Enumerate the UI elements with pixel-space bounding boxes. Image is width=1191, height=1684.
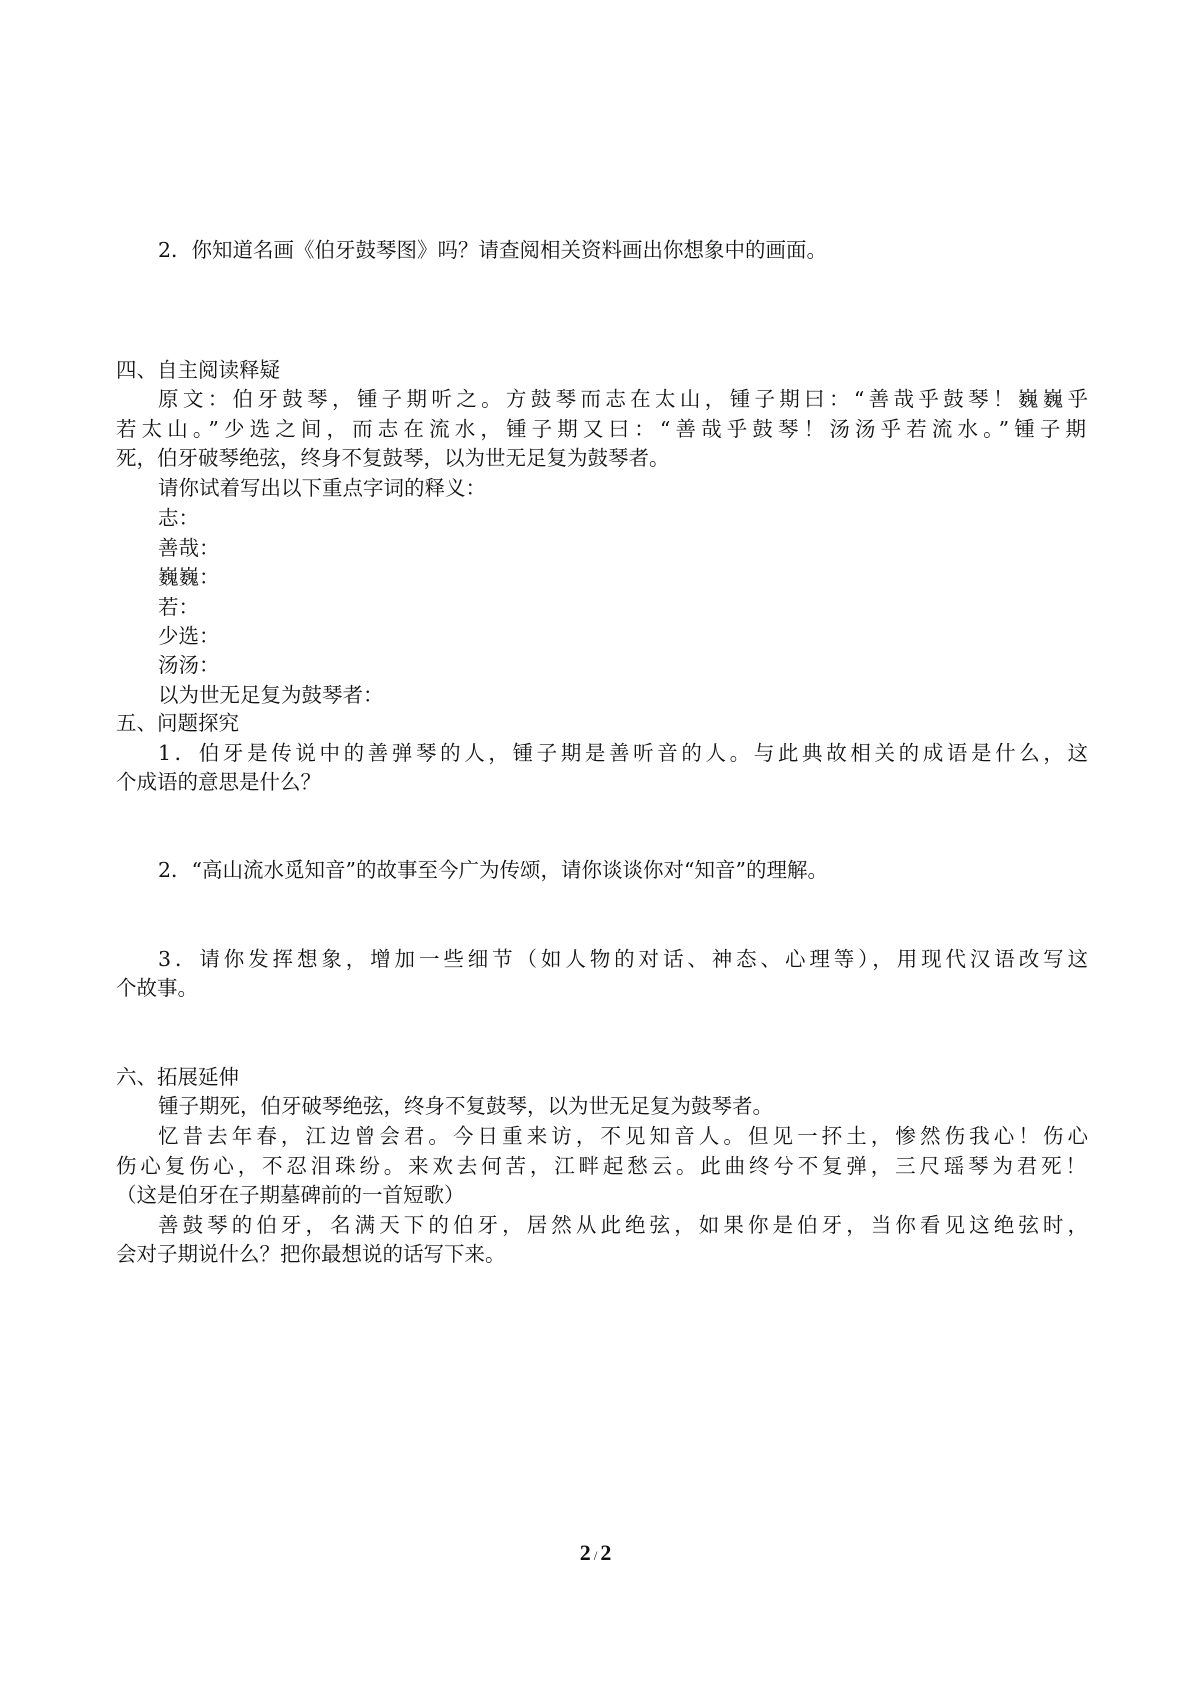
section6-paragraph-3-line-1: 善鼓琴的伯牙，名满天下的伯牙，居然从此绝弦，如果你是伯牙，当你看见这绝弦时， [158, 1213, 1088, 1237]
section4-original-line-1: 原文：伯牙鼓琴，锺子期听之。方鼓琴而志在太山，锺子期曰：“善哉乎鼓琴！巍巍乎 [158, 387, 1088, 411]
current-page-number: 2 [579, 1540, 591, 1565]
section6-paragraph-1: 锺子期死，伯牙破琴绝弦，终身不复鼓琴，以为世无足复为鼓琴者。 [158, 1094, 773, 1118]
section4-term-7: 以为世无足复为鼓琴者： [158, 683, 384, 707]
page-number [0, 1540, 1191, 1566]
page-number-separator: / [593, 1548, 598, 1563]
section5-question-3-line-2: 个故事。 [116, 976, 198, 1000]
section3-question-2: 2．你知道名画《伯牙鼓琴图》吗？请查阅相关资料画出你想象中的画面。 [158, 238, 828, 262]
section4-instruction: 请你试着写出以下重点字词的释义： [158, 476, 486, 500]
section6-poem-line-2: 伤心复伤心，不忍泪珠纷。来欢去何苦，江畔起愁云。此曲终兮不复弹，三尺瑶琴为君死！ [116, 1154, 1086, 1178]
section4-term-5: 少选： [158, 624, 220, 648]
section4-term-4: 若： [158, 595, 199, 619]
section5-question-1-line-2: 个成语的意思是什么？ [116, 770, 321, 794]
section6-poem-line-1: 忆昔去年春，江边曾会君。今日重来访，不见知音人。但见一抔土，惨然伤我心！伤心 [158, 1124, 1088, 1148]
section4-original-line-3: 死，伯牙破琴绝弦，终身不复鼓琴，以为世无足复为鼓琴者。 [116, 446, 670, 470]
section6-paragraph-3-line-2: 会对子期说什么？把你最想说的话写下来。 [116, 1242, 506, 1266]
section4-heading: 四、自主阅读释疑 [116, 358, 280, 382]
section4-original-line-2: 若太山。”少选之间，而志在流水，锺子期又曰：“善哉乎鼓琴！汤汤乎若流水。”锺子期 [116, 417, 1086, 441]
section5-question-1-line-1: 1．伯牙是传说中的善弹琴的人，锺子期是善听音的人。与此典故相关的成语是什么，这 [158, 741, 1088, 765]
total-pages-number: 2 [600, 1540, 612, 1565]
section6-heading: 六、拓展延伸 [116, 1065, 239, 1089]
section6-poem-note: （这是伯牙在子期墓碑前的一首短歌） [116, 1183, 465, 1207]
section4-term-2: 善哉： [158, 536, 220, 560]
section4-term-3: 巍巍： [158, 565, 220, 589]
section4-term-6: 汤汤： [158, 653, 220, 677]
section4-term-1: 志： [158, 506, 199, 530]
section5-question-2: 2．“高山流水觅知音”的故事至今广为传颂，请你谈谈你对“知音”的理解。 [158, 858, 828, 882]
section5-heading: 五、问题探究 [116, 711, 239, 735]
section5-question-3-line-1: 3．请你发挥想象，增加一些细节（如人物的对话、神态、心理等），用现代汉语改写这 [158, 947, 1088, 971]
